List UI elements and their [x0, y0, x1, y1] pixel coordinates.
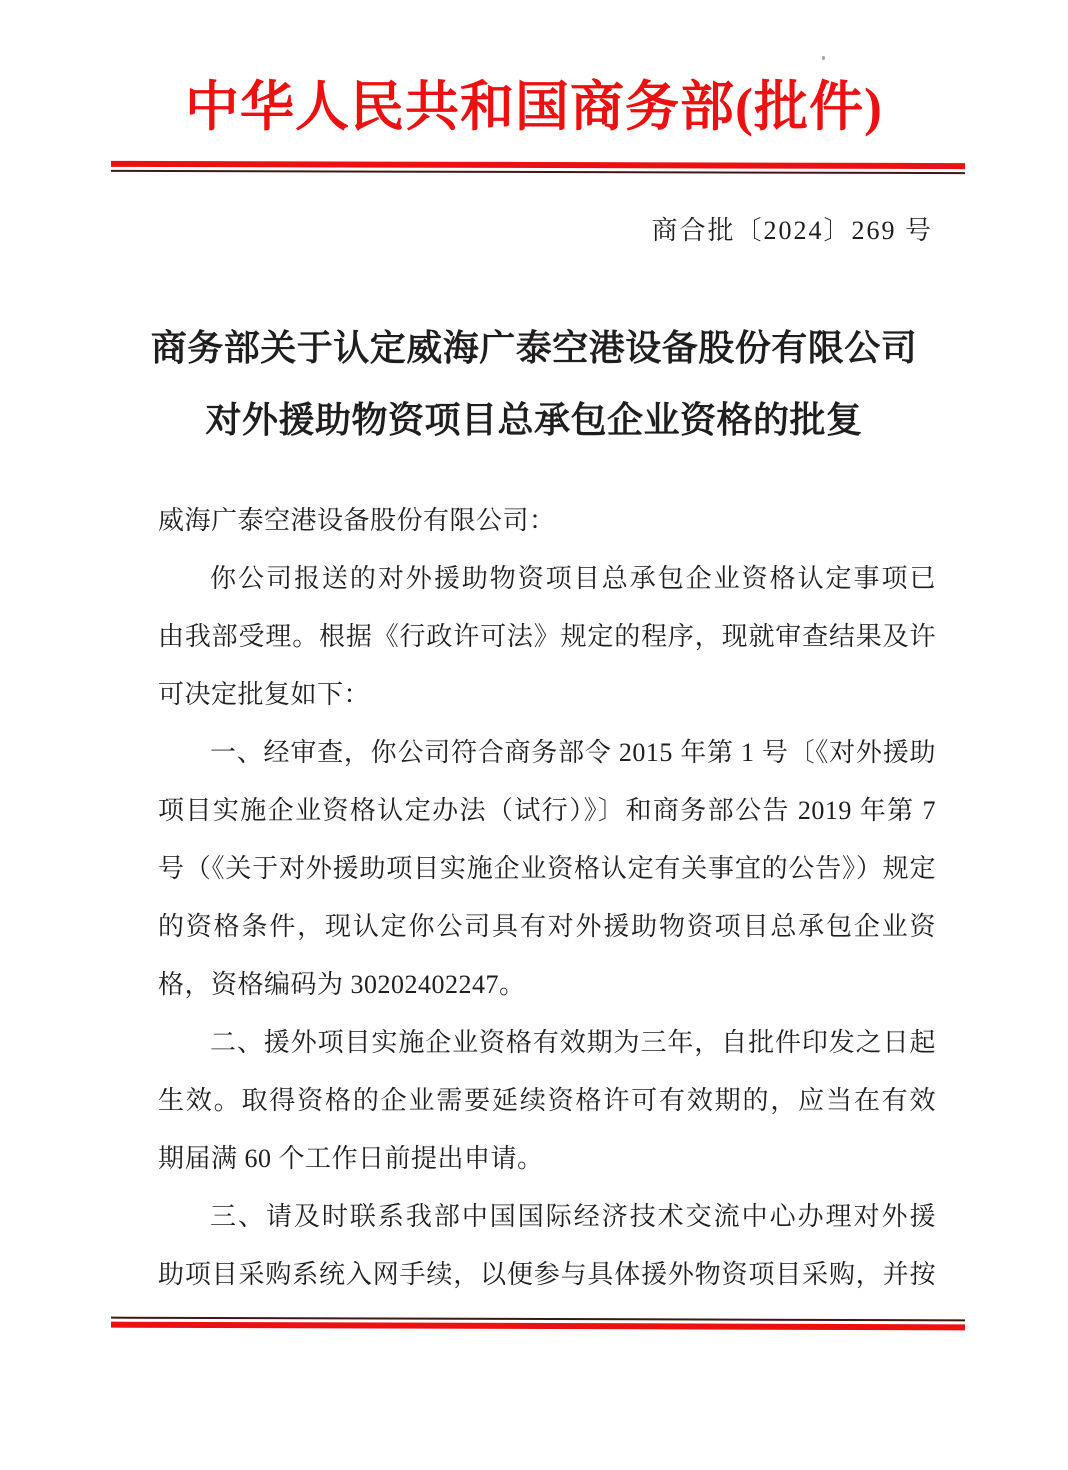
body-line: 期届满 60 个工作日前提出申请。 [158, 1144, 544, 1173]
body-line: 格，资格编码为 30202402247。 [158, 970, 526, 999]
body-line: 由我部受理。根据《行政许可法》规定的程序，现就审查结果及许 [158, 622, 936, 651]
body-line: 号（《关于对外援助项目实施企业资格认定有关事宜的公告》）规定 [158, 854, 936, 883]
letterhead-title: 中华人民共和国商务部(批件) [185, 77, 883, 137]
body-line: 三、请及时联系我部中国国际经济技术交流中心办理对外援 [210, 1202, 936, 1231]
document-title-line2: 对外援助物资项目总承包企业资格的批复 [205, 400, 863, 440]
body-text [158, 492, 936, 1304]
body-line: 可决定批复如下： [158, 680, 371, 709]
header-rule [111, 161, 965, 174]
footer-rule [111, 1317, 965, 1331]
document-title-line1: 商务部关于认定威海广泰空港设备股份有限公司 [150, 328, 918, 368]
document-title [64, 312, 1004, 456]
body-line: 二、援外项目实施企业资格有效期为三年，自批件印发之日起 [210, 1028, 936, 1057]
body-line: 助项目采购系统入网手续，以便参与具体援外物资项目采购，并按 [158, 1260, 936, 1289]
scan-speck [822, 56, 825, 60]
doc-number: 商合批〔2024〕269 号 [651, 216, 933, 245]
body-line: 项目实施企业资格认定办法（试行）》〕和商务部公告 2019 年第 7 [158, 796, 936, 825]
footer-rule-red-line [111, 1322, 965, 1331]
body-line: 的资格条件，现认定你公司具有对外援助物资项目总承包企业资 [158, 912, 936, 941]
body-line: 一、经审查，你公司符合商务部令 2015 年第 1 号〔《对外援助 [210, 738, 936, 767]
body-line: 你公司报送的对外援助物资项目总承包企业资格认定事项已 [210, 564, 936, 593]
body-line: 生效。取得资格的企业需要延续资格许可有效期的，应当在有效 [158, 1086, 936, 1115]
body-line: 威海广泰空港设备股份有限公司： [158, 506, 556, 535]
